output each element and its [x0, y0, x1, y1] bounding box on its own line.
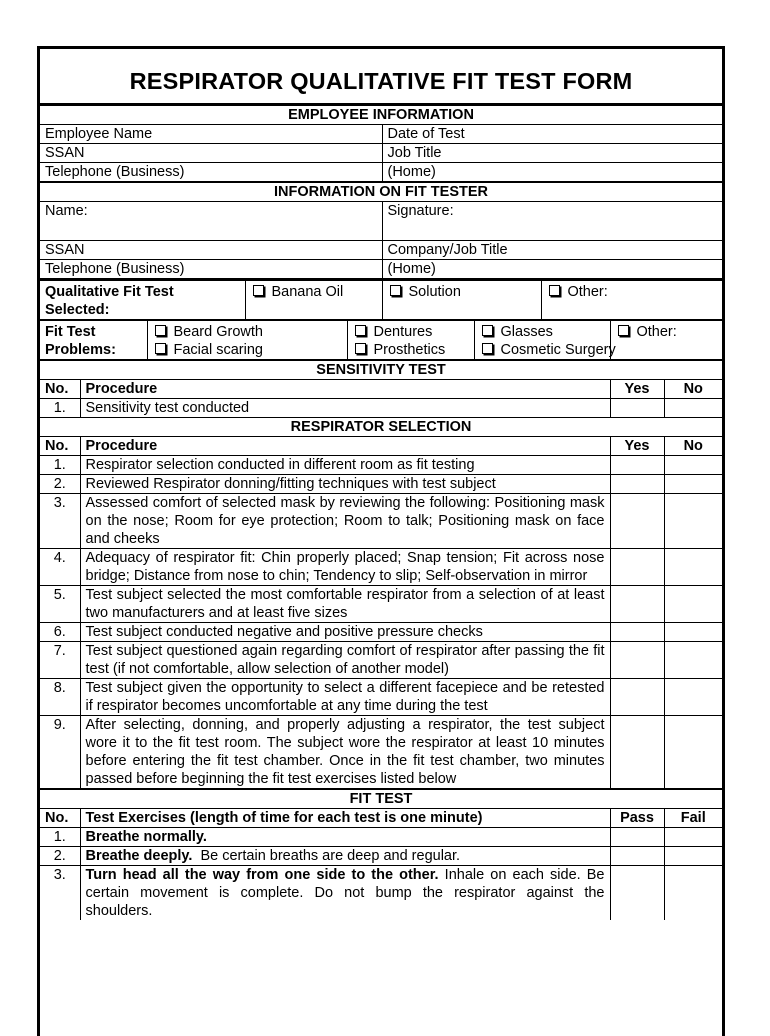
item-number: 3. — [53, 867, 66, 883]
fit-test-problems-label-line2: Problems: — [45, 342, 116, 358]
yes-cell[interactable] — [610, 549, 664, 586]
item-number: 6. — [40, 623, 80, 642]
exercise-title: Breathe normally. — [85, 829, 207, 845]
no-cell[interactable] — [664, 642, 722, 679]
table-row — [40, 586, 722, 623]
item-number: 2. — [40, 475, 80, 494]
dentures-option[interactable] — [353, 323, 433, 341]
solution-option[interactable] — [382, 280, 541, 321]
yes-cell[interactable] — [610, 456, 664, 475]
banana-oil-option[interactable] — [245, 280, 382, 321]
beard-growth-option[interactable] — [153, 323, 263, 341]
job-title-field[interactable]: Job Title — [382, 144, 722, 163]
col-header-yes: Yes — [610, 437, 664, 456]
tester-row — [40, 241, 722, 260]
yes-cell[interactable] — [610, 642, 664, 679]
selection-header-row — [40, 437, 722, 456]
employee-phone-business-field[interactable]: Telephone (Business) — [40, 163, 382, 183]
title-block — [37, 46, 725, 106]
yes-cell[interactable] — [610, 475, 664, 494]
problem-other-label: Other: — [636, 324, 677, 340]
col-header-pass: Pass — [610, 809, 664, 828]
item-number: 1. — [40, 828, 80, 847]
dentures-label: Dentures — [373, 324, 433, 340]
cosmetic-surgery-label: Cosmetic Surgery — [500, 342, 616, 358]
table-row — [40, 549, 722, 586]
problem-options-group-3 — [474, 320, 616, 360]
no-cell[interactable] — [664, 399, 722, 418]
employee-info-heading: EMPLOYEE INFORMATION — [40, 106, 722, 125]
table-row — [40, 399, 722, 418]
table-row — [40, 716, 722, 790]
tester-name-field[interactable]: Name: — [40, 202, 382, 241]
checkbox-icon[interactable] — [253, 285, 264, 296]
col-header-no: No. — [40, 380, 80, 399]
checkbox-icon[interactable] — [390, 285, 401, 296]
exercise-detail: Be certain breaths are deep and regular. — [192, 848, 461, 864]
col-header-fail: Fail — [664, 809, 722, 828]
fit-test-problems-label — [40, 320, 147, 360]
no-cell[interactable] — [664, 716, 722, 790]
checkbox-icon[interactable] — [155, 325, 166, 336]
item-procedure: Test subject conducted negative and positive pressure checks — [80, 623, 610, 642]
checkbox-icon[interactable] — [355, 343, 366, 354]
table-row — [40, 866, 722, 921]
item-procedure: Assessed comfort of selected mask by reviewing the following: Positioning mask on the nose; Room for eye protection; Room to talk; Positioning mask on face and cheeks — [80, 494, 610, 549]
table-row — [40, 679, 722, 716]
form-table — [40, 106, 722, 920]
checkbox-icon[interactable] — [618, 325, 629, 336]
glasses-label: Glasses — [500, 324, 553, 340]
item-procedure: Adequacy of respirator fit: Chin properly placed; Snap tension; Fit across nose bridge; Distance from nose to chin; Tendency to slip; Self-observation in mirror — [80, 549, 610, 586]
item-procedure: Respirator selection conducted in different room as fit testing — [80, 456, 610, 475]
table-row — [40, 623, 722, 642]
col-header-exercises: Test Exercises (length of time for each test is one minute) — [80, 809, 610, 828]
banana-oil-label: Banana Oil — [271, 284, 344, 300]
problem-options-group-2 — [347, 320, 474, 360]
yes-cell[interactable] — [610, 494, 664, 549]
col-header-no-answer: No — [664, 437, 722, 456]
yes-cell[interactable] — [610, 716, 664, 790]
fail-cell[interactable] — [664, 847, 722, 866]
no-cell[interactable] — [664, 623, 722, 642]
pass-cell[interactable] — [610, 828, 664, 847]
item-procedure: Reviewed Respirator donning/fitting techniques with test subject — [80, 475, 610, 494]
tester-company-field[interactable]: Company/Job Title — [382, 241, 722, 260]
exercise-title: Breathe deeply. — [85, 848, 193, 864]
no-cell[interactable] — [664, 494, 722, 549]
fail-cell[interactable] — [664, 866, 722, 921]
yes-cell[interactable] — [610, 586, 664, 623]
qualitative-test-label-line2: Selected: — [45, 302, 110, 318]
sensitivity-test-heading: SENSITIVITY TEST — [40, 360, 722, 380]
checkbox-icon[interactable] — [482, 343, 493, 354]
employee-row — [40, 163, 722, 183]
item-number: 1. — [40, 456, 80, 475]
table-row — [40, 828, 722, 847]
exercise-detail: Inhale on each side. Be certain movement is complete. Do not bump the respirator against the shoulders. — [85, 867, 605, 919]
employee-name-field[interactable]: Employee Name — [40, 125, 382, 144]
fail-cell[interactable] — [664, 828, 722, 847]
tester-row — [40, 202, 722, 241]
item-number: 2. — [40, 847, 80, 866]
table-row — [40, 642, 722, 679]
prosthetics-label: Prosthetics — [373, 342, 446, 358]
table-row — [40, 847, 722, 866]
fit-test-problems-label-line1: Fit Test — [45, 324, 96, 340]
item-number: 8. — [40, 679, 80, 716]
checkbox-icon[interactable] — [355, 325, 366, 336]
qualitative-test-row — [40, 280, 722, 321]
problem-other-option[interactable] — [610, 320, 722, 360]
item-number: 5. — [40, 586, 80, 623]
facial-scaring-label: Facial scaring — [173, 342, 263, 358]
item-procedure: Test subject questioned again regarding comfort of respirator after passing the fit test (if not comfortable, allow selection of another model) — [80, 642, 610, 679]
date-of-test-field[interactable]: Date of Test — [382, 125, 722, 144]
item-number: 3. — [40, 494, 80, 549]
qualitative-test-label — [40, 280, 245, 321]
tester-phone-business-field[interactable]: Telephone (Business) — [45, 261, 185, 277]
item-number: 7. — [40, 642, 80, 679]
no-cell[interactable] — [664, 549, 722, 586]
item-number: 9. — [40, 716, 80, 790]
table-row — [40, 475, 722, 494]
fit-test-problems-row — [40, 320, 722, 360]
table-row — [40, 494, 722, 549]
yes-cell[interactable] — [610, 623, 664, 642]
qualitative-test-label-line1: Qualitative Fit Test — [45, 284, 174, 300]
tester-ssan-field[interactable]: SSAN — [40, 241, 382, 260]
beard-growth-label: Beard Growth — [173, 324, 263, 340]
facial-scaring-option[interactable] — [153, 341, 263, 359]
employee-row — [40, 144, 722, 163]
yes-cell[interactable] — [610, 679, 664, 716]
fit-tester-heading: INFORMATION ON FIT TESTER — [40, 182, 722, 202]
tester-phone-home-field[interactable]: (Home) — [382, 260, 722, 280]
problem-options-group-1 — [147, 320, 347, 360]
exercise-description — [80, 828, 610, 847]
employee-phone-home-field[interactable]: (Home) — [382, 163, 722, 183]
item-procedure: After selecting, donning, and properly adjusting a respirator, the test subject wore it to the fit test room. The subject wore the respirator at least 10 minutes before entering the fit test chamber. Once in the fit test chamber, two minutes passed before beginning the fit test exercises listed below — [80, 716, 610, 790]
form-title: RESPIRATOR QUALITATIVE FIT TEST FORM — [129, 68, 633, 94]
yes-cell[interactable] — [610, 399, 664, 418]
sensitivity-header-row — [40, 380, 722, 399]
cosmetic-surgery-option[interactable] — [480, 341, 616, 359]
employee-row — [40, 125, 722, 144]
glasses-option[interactable] — [480, 323, 553, 341]
employee-ssan-field[interactable]: SSAN — [40, 144, 382, 163]
solution-label: Solution — [408, 284, 461, 300]
item-number: 1. — [40, 399, 80, 418]
checkbox-icon[interactable] — [549, 285, 560, 296]
item-procedure: Test subject selected the most comfortable respirator from a selection of at least two manufacturers and at least five sizes — [80, 586, 610, 623]
respirator-selection-heading: RESPIRATOR SELECTION — [40, 418, 722, 437]
exercise-title: Turn head all the way from one side to the other. — [85, 867, 439, 883]
pass-cell[interactable] — [610, 847, 664, 866]
qualitative-other-option[interactable] — [541, 280, 722, 321]
tester-row — [40, 260, 722, 280]
col-header-no: No. — [40, 437, 80, 456]
col-header-yes: Yes — [610, 380, 664, 399]
item-procedure: Sensitivity test conducted — [80, 399, 610, 418]
no-cell[interactable] — [664, 475, 722, 494]
fit-test-heading: FIT TEST — [40, 789, 722, 809]
prosthetics-option[interactable] — [353, 341, 446, 359]
no-cell[interactable] — [664, 679, 722, 716]
table-row — [40, 456, 722, 475]
no-cell[interactable] — [664, 456, 722, 475]
exercise-description — [80, 847, 610, 866]
qualitative-other-label: Other: — [567, 284, 608, 300]
pass-cell[interactable] — [610, 866, 664, 921]
item-number: 4. — [40, 549, 80, 586]
checkbox-icon[interactable] — [155, 343, 166, 354]
col-header-procedure: Procedure — [80, 380, 610, 399]
fit-test-header-row — [40, 809, 722, 828]
col-header-no: No. — [40, 809, 80, 828]
item-procedure: Test subject given the opportunity to select a different facepiece and be retested if respirator becomes uncomfortable at any time during the test — [80, 679, 610, 716]
col-header-no-answer: No — [664, 380, 722, 399]
col-header-procedure: Procedure — [80, 437, 610, 456]
checkbox-icon[interactable] — [482, 325, 493, 336]
exercise-description — [80, 866, 610, 921]
no-cell[interactable] — [664, 586, 722, 623]
tester-signature-field[interactable]: Signature: — [382, 202, 722, 241]
